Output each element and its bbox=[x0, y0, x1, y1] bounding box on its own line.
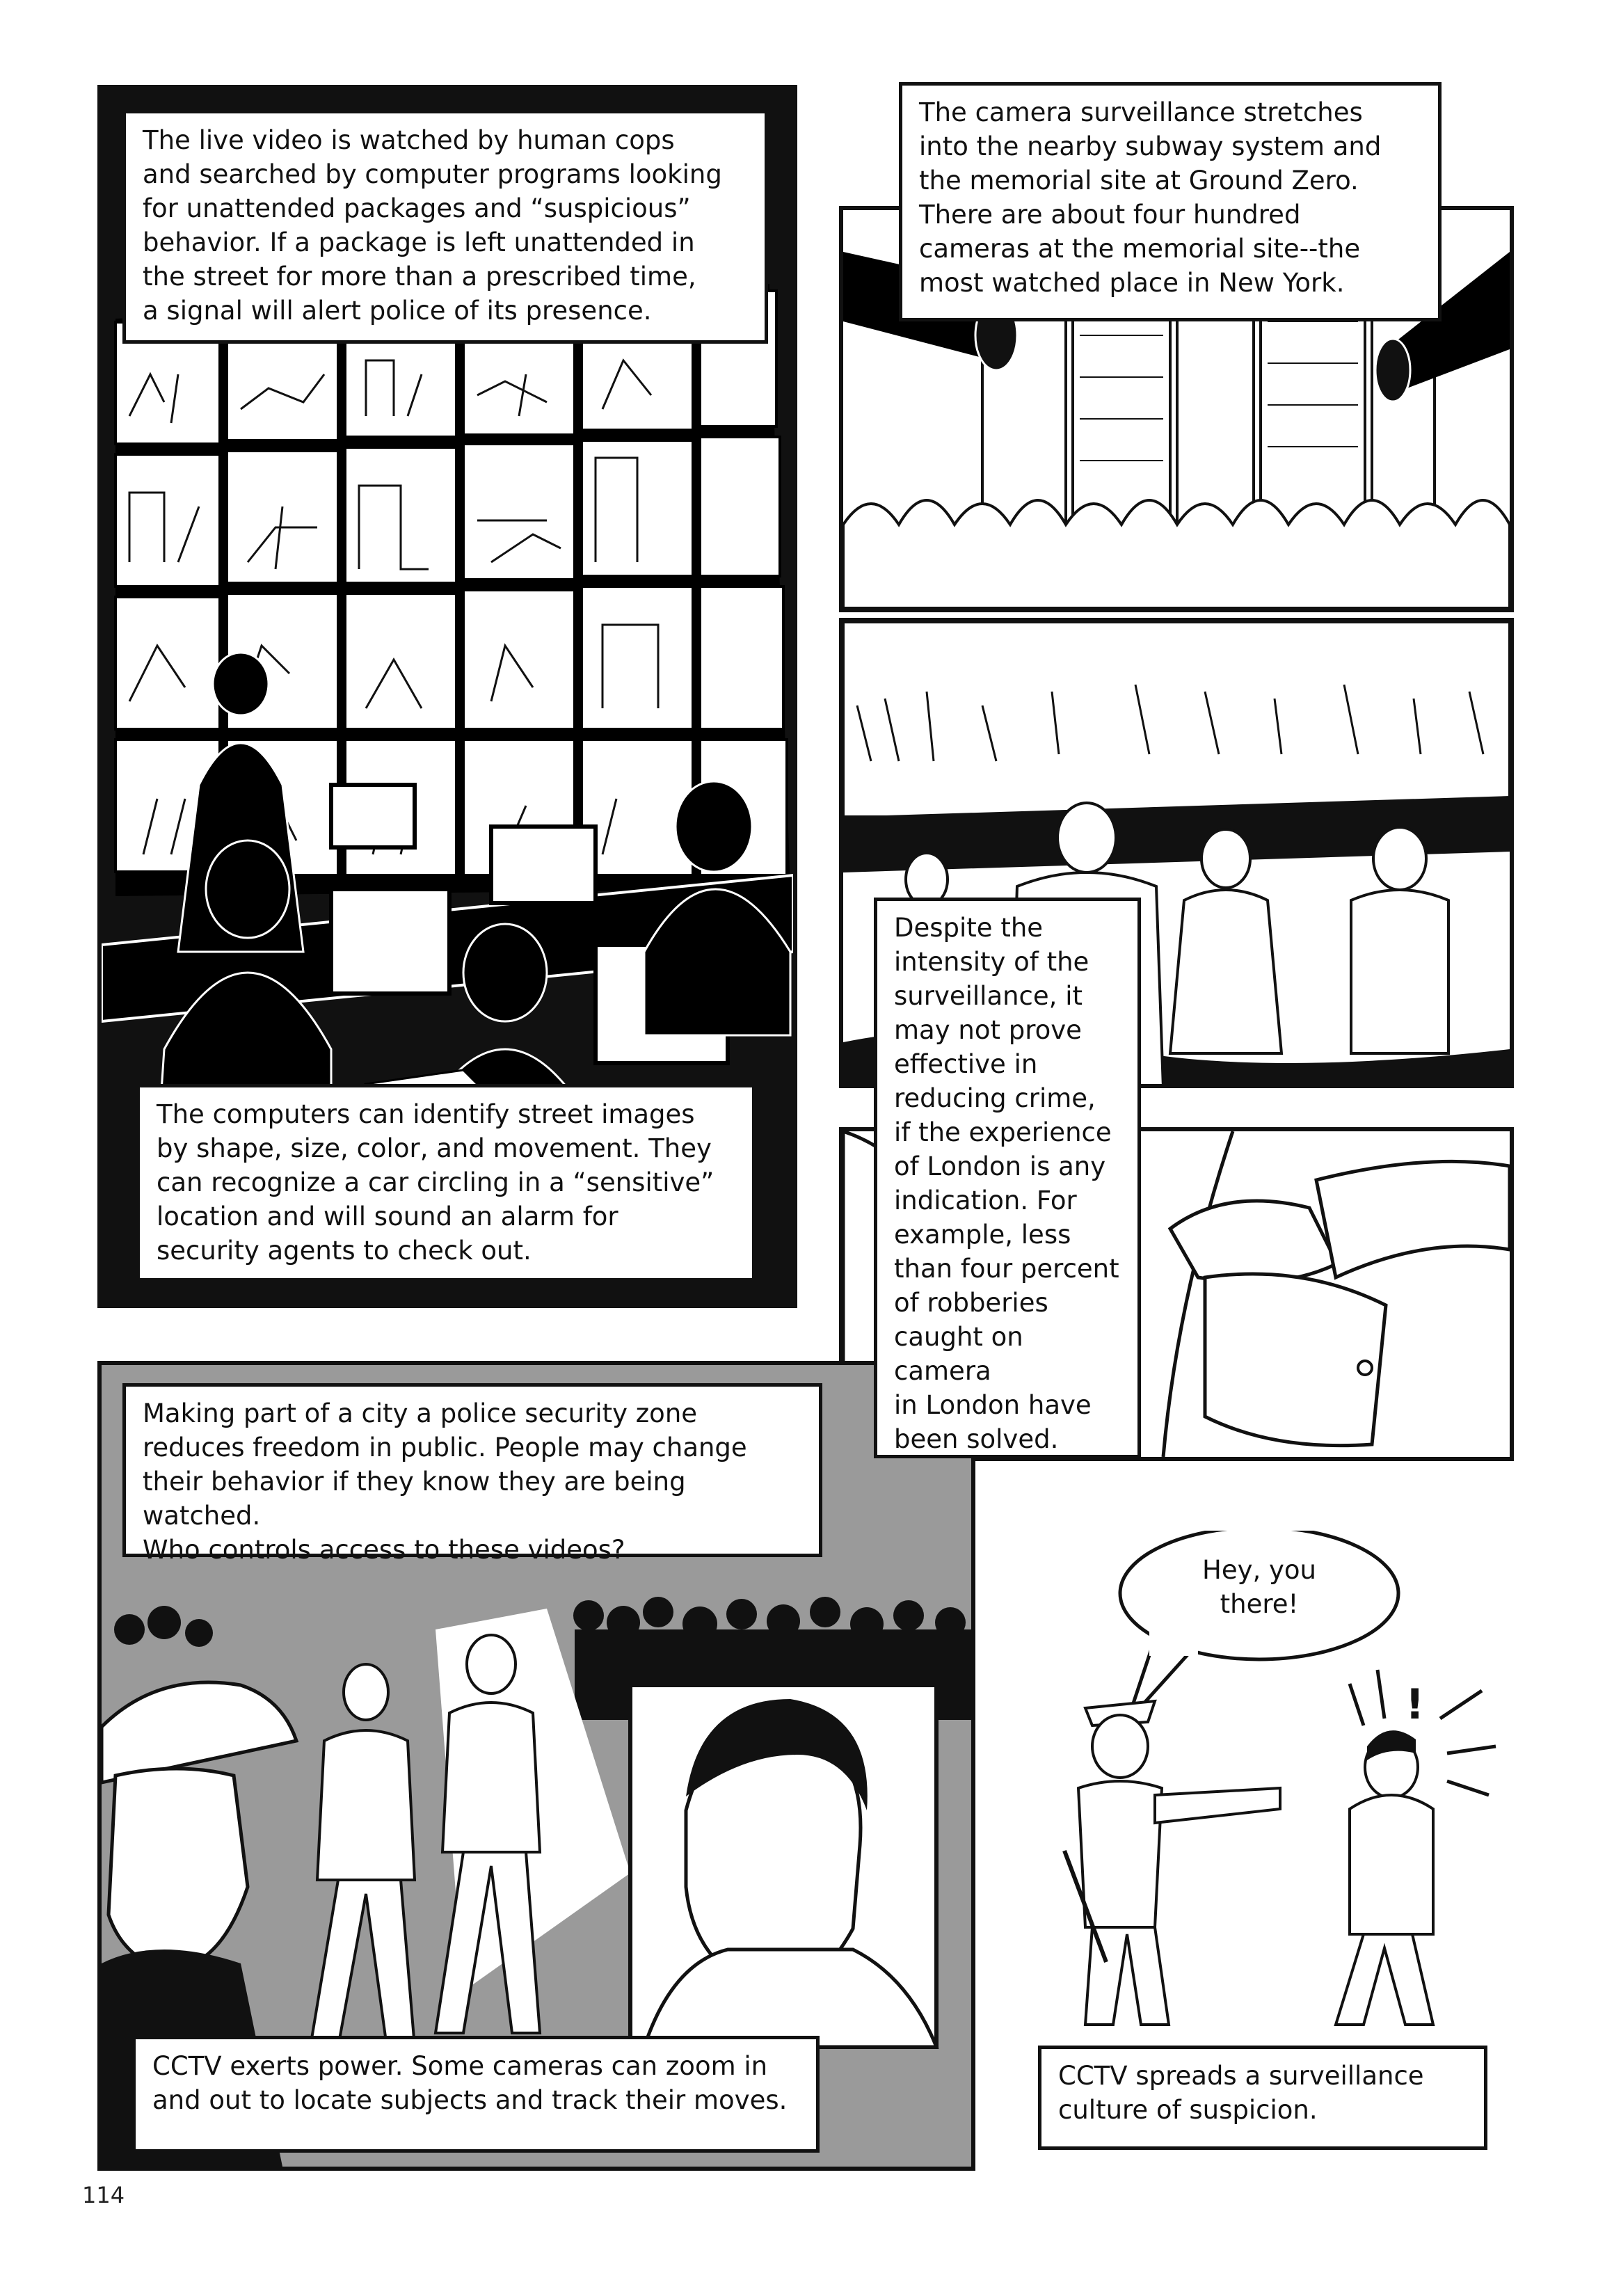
caption-ground-zero: The camera surveillance stretches into the nearby subway system and the memorial site at Ground Zero. There are about four hundred cameras at the memorial site--the most watched place in New York. bbox=[899, 82, 1442, 321]
page-number: 114 bbox=[82, 2182, 125, 2208]
caption-control-room-top: The live video is watched by human cops and searched by computer programs looking for unattended packages and “suspicious” behavior. If a package is left unattended in the street for more than a prescribed time, a signal will alert police of its presence. bbox=[122, 110, 768, 344]
exclamation-mark: ! bbox=[1405, 1680, 1425, 1729]
caption-london: Despite the intensity of the surveillance, it may not prove effective in reducing crime, if the experience of London is any indication. For example, less than four percent of robberies caught on camera in London have been solved. bbox=[874, 898, 1141, 1458]
speech-bubble-officer: Hey, you there! bbox=[1202, 1555, 1316, 1619]
caption-control-room-bottom: The computers can identify street images by shape, size, color, and movement. They can recognize a car circling in a “sensitive” location and will sound an alarm for security agents to check out. bbox=[136, 1084, 756, 1282]
caption-cctv-power: CCTV exerts power. Some cameras can zoom in and out to locate subjects and track their moves. bbox=[132, 2036, 820, 2153]
caption-cctv-culture: CCTV spreads a surveillance culture of suspicion. bbox=[1038, 2046, 1487, 2150]
caption-security-zone: Making part of a city a police security zone reduces freedom in public. People may change their behavior if they know they are being watched. Who controls access to these videos? bbox=[122, 1383, 822, 1557]
